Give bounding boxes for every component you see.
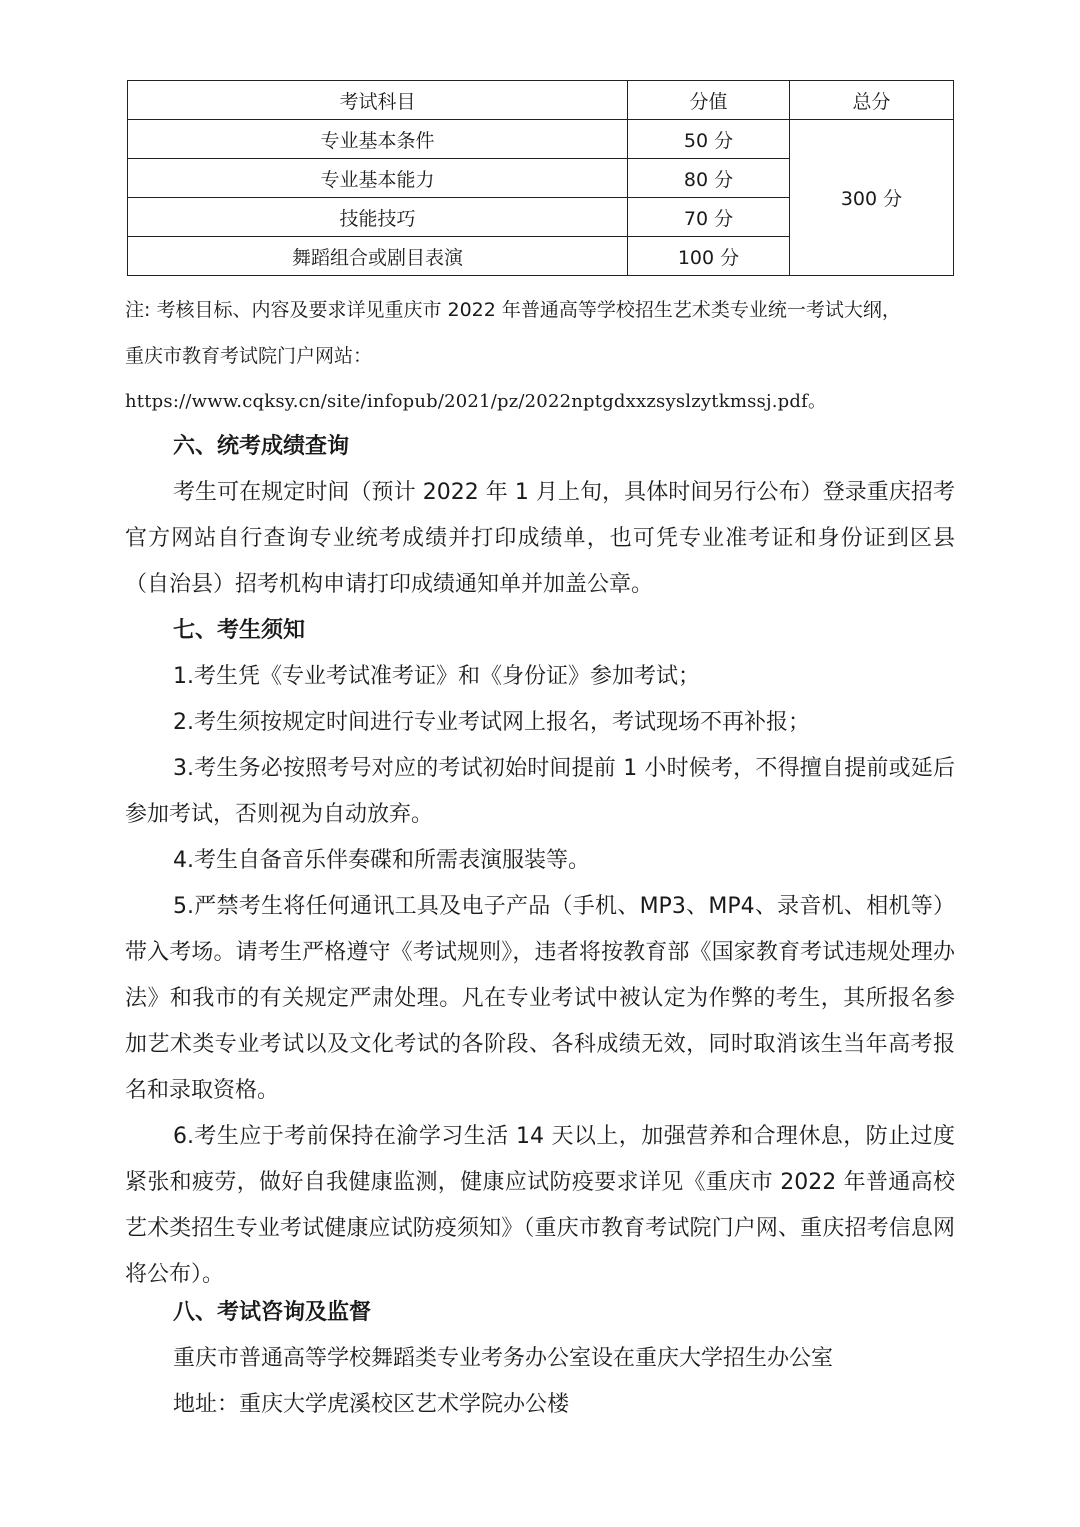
section-6-title: 六、统考成绩查询: [173, 434, 350, 459]
table-row: [128, 120, 954, 159]
cell-score: 100 分: [628, 237, 790, 276]
score-table: [127, 80, 954, 276]
cell-score: 70 分: [628, 198, 790, 237]
cell-total: 300 分: [790, 120, 954, 276]
cell-score: 80 分: [628, 159, 790, 198]
header-score: 分值: [628, 81, 790, 120]
note-url-link[interactable]: https://www.cqksy.cn/site/infopub/2021/pz/2022nptgdxxzsyslzytkmssj.pdf。: [125, 391, 827, 412]
cell-subject: 专业基本能力: [128, 159, 628, 198]
notice-item-4: 4.考生自备音乐伴奏碟和所需表演服装等。: [173, 848, 590, 873]
section-8-title: 八、考试咨询及监督: [173, 1300, 372, 1325]
header-total: 总分: [790, 81, 954, 120]
notice-item-5: 5.严禁考生将任何通讯工具及电子产品（手机、MP3、MP4、录音机、相机等）带入考场。请考生严格遵守《考试规则》，违者将按教育部《国家教育考试违规处理办法》和我市的有关规定严肃处理。凡在专业考试中被认定为作弊的考生，其所报名参加艺术类专业考试以及文化考试的各阶段、各科成绩无效，同时取消该生当年高考报名和录取资格。: [125, 894, 955, 1103]
cell-score: 50 分: [628, 120, 790, 159]
header-subject: 考试科目: [128, 81, 628, 120]
note-line-1: 注: 考核目标、内容及要求详见重庆市 2022 年普通高等学校招生艺术类专业统一考试大纲，: [125, 299, 901, 321]
cell-subject: 专业基本条件: [128, 120, 628, 159]
note-line-2: 重庆市教育考试院门户网站：: [125, 345, 373, 367]
cell-subject: 技能技巧: [128, 198, 628, 237]
section-7-title: 七、考生须知: [173, 618, 306, 643]
section-8-line-1: 重庆市普通高等学校舞蹈类专业考务办公室设在重庆大学招生办公室: [173, 1346, 834, 1371]
notice-item-3: 3.考生务必按照考号对应的考试初始时间提前 1 小时候考，不得擅自提前或延后参加考试，否则视为自动放弃。: [125, 756, 955, 827]
notice-item-1: 1.考生凭《专业考试准考证》和《身份证》参加考试；: [173, 664, 700, 689]
notice-item-6: 6.考生应于考前保持在渝学习生活 14 天以上，加强营养和合理休息，防止过度紧张和疲劳，做好自我健康监测，健康应试防疫要求详见《重庆市 2022 年普通高校艺术类招生专业考试健康应试防疫须知》（重庆市教育考试院门户网、重庆招考信息网将公布）。: [125, 1124, 955, 1287]
section-6-body: 考生可在规定时间（预计 2022 年 1 月上旬，具体时间另行公布）登录重庆招考官方网站自行查询专业统考成绩并打印成绩单，也可凭专业准考证和身份证到区县（自治县）招考机构申请打印成绩通知单并加盖公章。: [125, 480, 955, 597]
notice-item-2: 2.考生须按规定时间进行专业考试网上报名，考试现场不再补报；: [173, 710, 810, 735]
section-8-line-2: 地址：重庆大学虎溪校区艺术学院办公楼: [173, 1392, 570, 1417]
cell-subject: 舞蹈组合或剧目表演: [128, 237, 628, 276]
table-header-row: [128, 81, 954, 120]
